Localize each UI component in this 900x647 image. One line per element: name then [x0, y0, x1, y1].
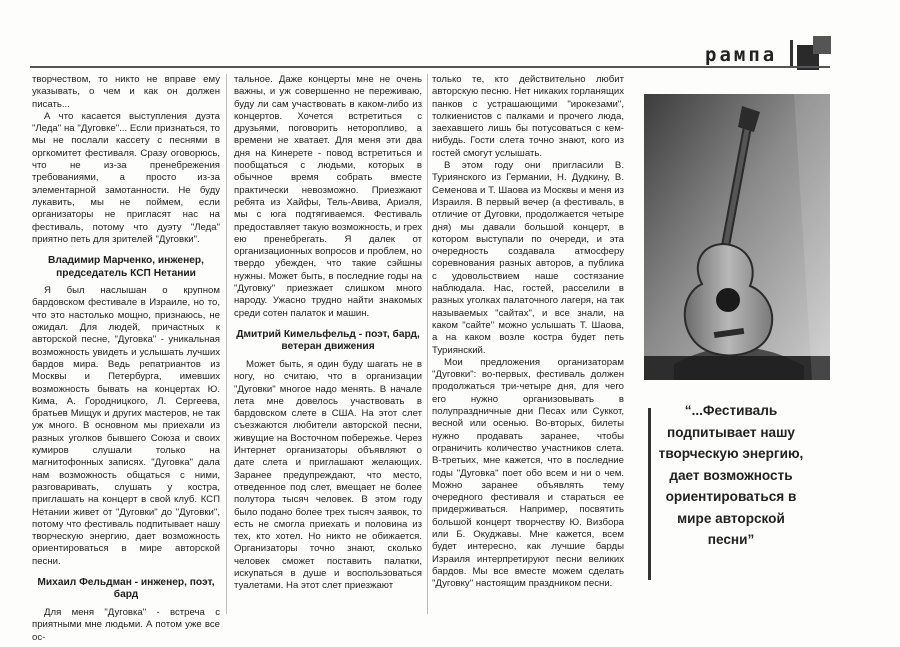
column-divider — [427, 74, 428, 614]
header-rule — [30, 66, 830, 68]
header-divider — [790, 40, 793, 68]
paragraph: только те, кто действительно любит авторскую песню. Нет никаких горланящих панков с устрашающими "ирокезами", толкиенистов с палками и прочего люда, заехавшего лишь бы потусоваться с кем-нибудь. Гости слета точно знают, кого из гостей смогут услышать. — [432, 74, 624, 159]
section-title: рампа — [705, 44, 778, 66]
pull-quote: “...Фестиваль подпитывает нашу творческую энергию, дает возможность ориентироваться в мире авторской песни” — [658, 403, 804, 547]
section-logo-icon — [797, 36, 831, 70]
paragraph: А что касается выступления дуэта "Леда" на "Дуговке"... Если признаться, то мы не послали кассету с песнями в оргкомитет фестиваля. Сразу оговорюсь, что не из-за пренебрежения требованиями, а просто из-за элементарной замотанности. Не буду лукавить, мы не поймем, если организаторы не пригласят нас на фестиваль, потому что дуэту "Леда" приятно петь для зрителей "Дуговки". — [32, 110, 220, 245]
paragraph: Может быть, я один буду шагать не в ногу, но считаю, что в организации "Дуговки" многое надо менять. В начале лета мне довелось участвовать в бардовском слете в США. На этот слет съезжаются любители авторской песни, живущие на Восточном побережье. Через Интернет организаторы объявляют о дате слета и приглашают желающих. Заранее предупреждают, что место, отведенное под слет, вмещает не более полутора тысяч человек. В этом году было подано более трех тысяч заявок, то есть не смогла приехать и половина из тех, кто хотел. Но никто не обижается. Организаторы точно знают, сколько человек сможет поставить палатки, искупаться в душе и воспользоваться туалетами. На этот слет приезжают — [234, 358, 422, 592]
guitar-photo — [644, 94, 830, 380]
quote-bar — [648, 408, 651, 580]
article-column-3 — [432, 74, 624, 590]
article-column-1 — [32, 74, 220, 644]
paragraph: творчеством, то никто не вправе ему указывать, о чем и как он должен писать... — [32, 74, 220, 110]
paragraph: В этом году они пригласили В. Туриянского из Германии, Н. Дудкину, В. Семенова и Т. Шаова из Москвы и меня из Израиля. В первый вечер (а фестиваль, в отличие от Дуговки, продолжается четыре дня) мы давали большой концерт, в котором выступали по очереди, и эта очередность создавала атмосферу соревнования разных авторов, а публика с удовольствием наше состязание наблюдала. Нас, гостей, расселили в разных уголках палаточного лагеря, на так называемых "сайтах", и все знали, на каком "сайте" можно услышать Т. Шаова, а на каком возле костра будет петь Туриянский. — [432, 160, 624, 356]
paragraph: Для меня "Дуговка" - встреча с приятными мне людьми. А потом уже все ос- — [32, 606, 220, 643]
column-divider — [226, 74, 227, 614]
speaker-heading: Дмитрий Кимельфельд - поэт, бард, ветеран движения — [236, 328, 420, 353]
paragraph: Я был наслышан о крупном бардовском фестивале в Израиле, но то, что это настолько мощно, признаюсь, не ожидал. Для людей, причастных к авторской песне, "Дуговка" - уникальная возможность увидеть и услышать лучших бардов мира. Ведь репатриантов из Москвы и Петербурга, имевших возможность бывать на концертах Ю. Кима, А. Городницкого, Л. Сергеева, братьев Мищук и других мастеров, не так уж много. В основном мы приехали из разных уголков бывшего Союза и своих кумиров слушали только на магнитофонных записях. "Дуговка" дала нам возможность общаться с ними, разговаривать, слушать у костра, приглашать на концерт в свой клуб. КСП Нетании живет от "Дуговки" до "Дуговки", потому что фестиваль подпитывает нашу творческую энергию, дает возможность ориентироваться в мире авторской песни. — [32, 285, 220, 567]
speaker-heading: Михаил Фельдман - инженер, поэт, бард — [37, 576, 215, 601]
article-column-2 — [234, 74, 422, 593]
paragraph: Мои предложения организаторам "Дуговки": во-первых, фестиваль должен продолжаться три-четыре дня, для чего его нужно организовывать в полупраздничные дни Песах или Суккот, весной или осенью. Во-вторых, билеты нужно продавать заранее, чтобы ограничить количество участников слета. В-третьих, мне кажется, что в последние годы "Дуговка" поет обо всем и ни о чем. Можно заранее объявлять тему очередного фестиваля и стараться ее придерживаться. Например, посвятить большой концерт творчеству Ю. Визбора или Б. Окуджавы. Мне кажется, всем будет интересно, как лучшие барды Израиля интерпретируют песни великих бардов. Мы все вместе можем сделать "Дуговку" настоящим праздником песни. — [432, 356, 624, 590]
paragraph: тальное. Даже концерты мне не очень важны, и уж совершенно не переживаю, буду ли сам участвовать в каком-либо из концертов. Хочется встретиться с друзьями, поговорить неторопливо, а времени не хватает. Для меня эти два дня на Кинерете - повод встретиться и пообщаться с людьми, которых в обычное время собрать вместе практически невозможно. Приезжают ребята из Хайфы, Тель-Авива, Ариэля, мы с юга подтягиваемся. Фестиваль предоставляет такую возможность, и грех ею пренебрегать. Я далек от организационных вопросов и проблем, но твердо убежден, что такие сэйшны нужны. Может быть, в последние годы на "Дуговку" приезжает слишком много народу. Ужасно трудно найти знакомых среди сотен палаток и машин. — [234, 74, 422, 319]
speaker-heading: Владимир Марченко, инженер, председатель КСП Нетании — [48, 255, 204, 279]
